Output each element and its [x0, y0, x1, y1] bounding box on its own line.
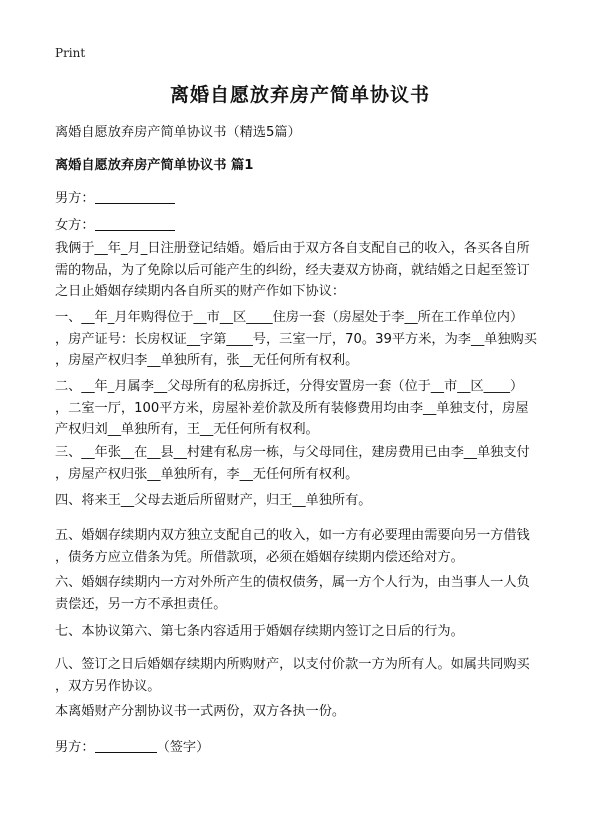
paragraph-line: 之日止婚姻存续期内各自所买的财产作如下协议： [55, 284, 346, 299]
signature-blank [95, 739, 157, 753]
party-female-label: 女方： [55, 218, 95, 233]
paragraph-line: ，二室一厅，100平方米，房屋补差价款及所有装修费用均由李__单独支付，房屋 [55, 400, 529, 416]
paragraph-closing [55, 701, 555, 723]
paragraph-line: 二、__年_月属李__父母所有的私房拆迁，分得安置房一套（位于__市__区____） [55, 379, 524, 394]
document-title: 离婚自愿放弃房产简单协议书 [169, 84, 430, 106]
paragraph-line: 本离婚财产分割协议书一式两份，双方各执一份。 [55, 704, 346, 719]
print-link[interactable]: Print [55, 46, 86, 60]
paragraph-line: 五、婚姻存续期内双方独立支配自己的收入，如一方有必要理由需要向另一方借钱 [55, 528, 530, 543]
paragraph-line: 三、__年张__在__县__村建有私房一栋，与父母同住，建房费用已由李__单独支付 [55, 445, 530, 460]
paragraph-item-4 [55, 490, 555, 512]
paragraph-line: ，房屋产权归李__单独所有，张__无任何所有权利。 [55, 353, 359, 368]
paragraph-line: 四、将来王__父母去逝后所留财产，归王__单独所有。 [55, 493, 372, 508]
paragraph-line: 八、签订之日后婚姻存续期内所购财产，以支付价款一方为所有人。如属共同购买 [55, 657, 530, 672]
party-male-line [55, 187, 175, 206]
party-male-label: 男方： [55, 191, 95, 206]
paragraph-item-1 [55, 307, 555, 372]
paragraph-item-6 [55, 572, 555, 615]
paragraph-line: 一、__年_月年购得位于__市__区____住房一套（房屋处于李__所在工作单位内） [55, 310, 524, 325]
paragraph-line: 我俩于__年_月_日注册登记结婚。婚后由于双方各自支配自己的收入，各买各自所 [55, 241, 530, 256]
signature-label: 男方： [55, 740, 95, 755]
paragraph-line: 六、婚姻存续期内一方对外所产生的债权债务，属一方个人行为，由当事人一人负 [55, 575, 530, 590]
paragraph-line: ，双方另作协议。 [55, 678, 161, 694]
paragraph-item-8 [55, 654, 555, 697]
paragraph-line: 产权归刘__单独所有，王__无任何所有权利。 [55, 422, 319, 437]
paragraph-line: ，房屋产权归张__单独所有，李__无任何所有权利。 [55, 466, 359, 482]
paragraph-line: ，债务方应立借条为凭。所借款项，必须在婚姻存续期内偿还给对方。 [55, 549, 464, 565]
party-female-line [55, 214, 175, 233]
paragraph-item-5 [55, 525, 555, 568]
paragraph-item-2 [55, 376, 555, 441]
paragraph-line: 需的物品，为了免除以后可能产生的纠纷，经夫妻双方协商，就结婚之日起至签订 [55, 262, 530, 278]
paragraph-item-3 [55, 442, 555, 485]
paragraph-intro [55, 238, 555, 303]
party-male-blank [95, 190, 175, 204]
paragraph-line: 七、本协议第六、第七条内容适用于婚姻存续期内签订之日后的行为。 [55, 624, 464, 639]
paragraph-item-7 [55, 621, 555, 643]
paragraph-line: ，房产证号：长房权证__字第____号，三室一厅，70。39平方米，为李__单独购买 [55, 331, 537, 347]
document-subtitle: 离婚自愿放弃房产简单协议书（精选5篇） [55, 125, 301, 140]
party-female-blank [95, 217, 175, 231]
section-heading: 离婚自愿放弃房产简单协议书 篇1 [55, 158, 254, 173]
signature-note: （签字） [156, 740, 210, 755]
paragraph-line: 责偿还，另一方不承担责任。 [55, 596, 227, 612]
signature-line [55, 736, 209, 755]
